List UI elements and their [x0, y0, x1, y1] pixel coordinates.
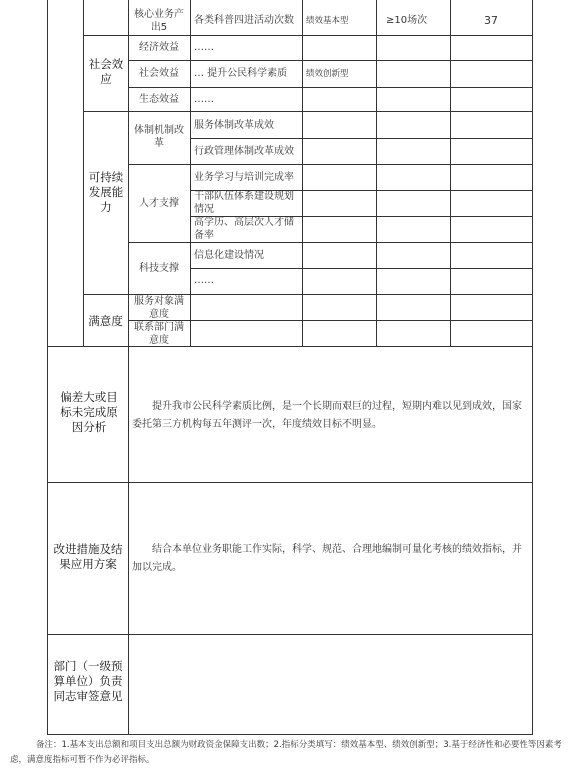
talent-support-label: 人才支撑 [139, 198, 179, 209]
core-output-indicator: 各类科普四进活动次数 [194, 15, 294, 26]
tech-support-label: 科技支撑 [139, 263, 179, 274]
core-output-actual: 37 [484, 14, 498, 27]
economic-benefit-indicator: …… [194, 42, 214, 53]
satisfaction-department-label: 联系部门满意度 [134, 322, 184, 346]
economic-benefit-label: 经济效益 [139, 42, 179, 53]
deviation-text: 提升我市公民科学素质比例，是一个长期而艰巨的过程，短期内难以见到成效，国家委托第三方机构每五年测评一次，年度绩效目标不明显。 [132, 401, 522, 430]
social-benefit-label: 社会效益 [139, 68, 179, 79]
ecological-benefit-label: 生态效益 [139, 94, 179, 105]
core-output-target: ≥10场次 [386, 15, 428, 26]
social-benefit-type: 绩效创新型 [306, 69, 349, 79]
institution-item-2: 行政管理体制改革成效 [194, 146, 294, 157]
core-output-label: 核心业务产出5 [134, 9, 184, 33]
talent-item-3: 高学历、高层次人才储备率 [194, 217, 294, 241]
sustainability-label: 可持续发展能力 [88, 170, 124, 214]
social-benefit-indicator: … 提升公民科学素质 [194, 68, 288, 79]
social-effect-label: 社会效应 [88, 57, 124, 86]
deviation-label: 偏差大或目标未完成原因分析 [60, 390, 118, 434]
institution-item-1: 服务体制改革成效 [194, 120, 274, 131]
ecological-benefit-indicator: …… [194, 94, 214, 105]
core-output-type: 绩效基本型 [306, 16, 349, 26]
tech-item-2: …… [194, 275, 214, 286]
opinion-label: 部门（一级预算单位）负责同志审签意见 [53, 659, 123, 703]
satisfaction-service-label: 服务对象满意度 [134, 296, 184, 320]
satisfaction-label: 满意度 [88, 314, 123, 328]
improvement-label: 改进措施及结果应用方案 [53, 542, 123, 571]
talent-item-2: 干部队伍体系建设规划情况 [194, 191, 294, 215]
talent-item-1: 业务学习与培训完成率 [194, 172, 294, 183]
tech-item-1: 信息化建设情况 [194, 250, 264, 261]
institution-reform-label: 体制机制改革 [134, 125, 184, 149]
improvement-text: 结合本单位业务职能工作实际，科学、规范、合理地编制可量化考核的绩效指标，并加以完成。 [132, 544, 522, 573]
footnote: 备注：1.基本支出总额和项目支出总额为财政资金保障支出数；2.指标分类填写：绩效基本型、绩效创新型；3.基于经济性和必要性等因素考虑，满意度指标可暂不作为必评指标。 [10, 740, 562, 765]
